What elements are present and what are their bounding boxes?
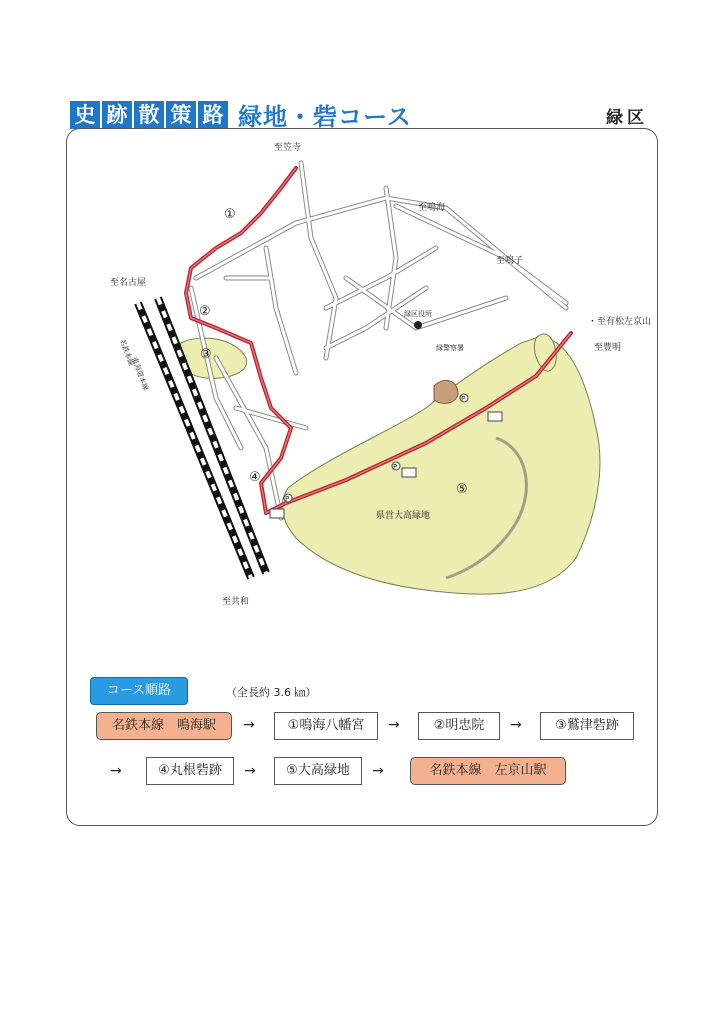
jr-label: 東海道本線 [130,355,150,392]
ward-office-marker [414,321,422,329]
marker-5: ⑤ [456,482,468,497]
title-char: 跡 [102,101,132,129]
meitetsu-label: 名鉄本線 [118,337,136,367]
direction-narumiko: 至鳴子 [496,256,524,266]
marker-2: ② [199,304,211,319]
police-label: 緑警察署 [436,344,464,352]
step-sakyoyama-station[interactable]: 名鉄本線 左京山駅 [410,757,566,785]
step-washizu-fort[interactable]: ③鷲津砦跡 [540,712,634,740]
marker-3: ③ [200,347,212,362]
course-length: （全長約 3.6 ㎞） [226,686,317,699]
route-arrow: → [243,717,255,733]
direction-nagoya: 至名古屋 [110,278,147,288]
step-odaka-park[interactable]: ⑤大高緑地 [274,757,362,785]
svg-text:P: P [461,395,466,403]
title-char: 路 [198,101,228,129]
svg-text:P: P [285,495,290,503]
course-route-button[interactable]: コース順路 [90,677,188,705]
direction-kasadera: 至笠寺 [274,143,302,153]
step-meichuin[interactable]: ②明忠院 [418,712,500,740]
toilet-marker [402,468,416,477]
marker-4: ④ [249,470,261,485]
route-arrow: → [110,763,122,779]
route-arrow: → [510,717,522,733]
page-header [70,97,412,132]
hill-shade [434,380,458,403]
marker-1: ① [224,207,236,222]
direction-toyoake: 至豊明 [594,343,622,353]
step-narumi-hachimangu[interactable]: ①鳴海八幡宮 [274,712,378,740]
ward-office-label: 緑区役所 [404,310,432,318]
route-arrow: → [244,763,256,779]
step-marune-fort[interactable]: ④丸根砦跡 [146,757,234,785]
park-label: 県営大高緑地 [376,511,431,521]
svg-text:P: P [393,463,398,471]
route-arrow: → [372,763,384,779]
direction-kyowa: 至共和 [222,597,250,607]
title-box-group [70,101,228,129]
step-narumi-station[interactable]: 名鉄本線 鳴海駅 [96,712,232,740]
toilet-marker [488,412,502,421]
ward-label: 緑区 [606,108,648,128]
title-char: 策 [166,101,196,129]
park-area [282,338,600,595]
title-char: 史 [70,101,100,129]
direction-arimatsu: ・至有松左京山 [588,317,652,327]
title-char: 散 [134,101,164,129]
route-arrow: → [388,717,400,733]
page-title: 緑地・砦コース [238,103,412,131]
toilet-marker [270,509,284,518]
route-map[interactable] [66,128,658,618]
direction-narumi: 至鳴海 [418,203,446,213]
